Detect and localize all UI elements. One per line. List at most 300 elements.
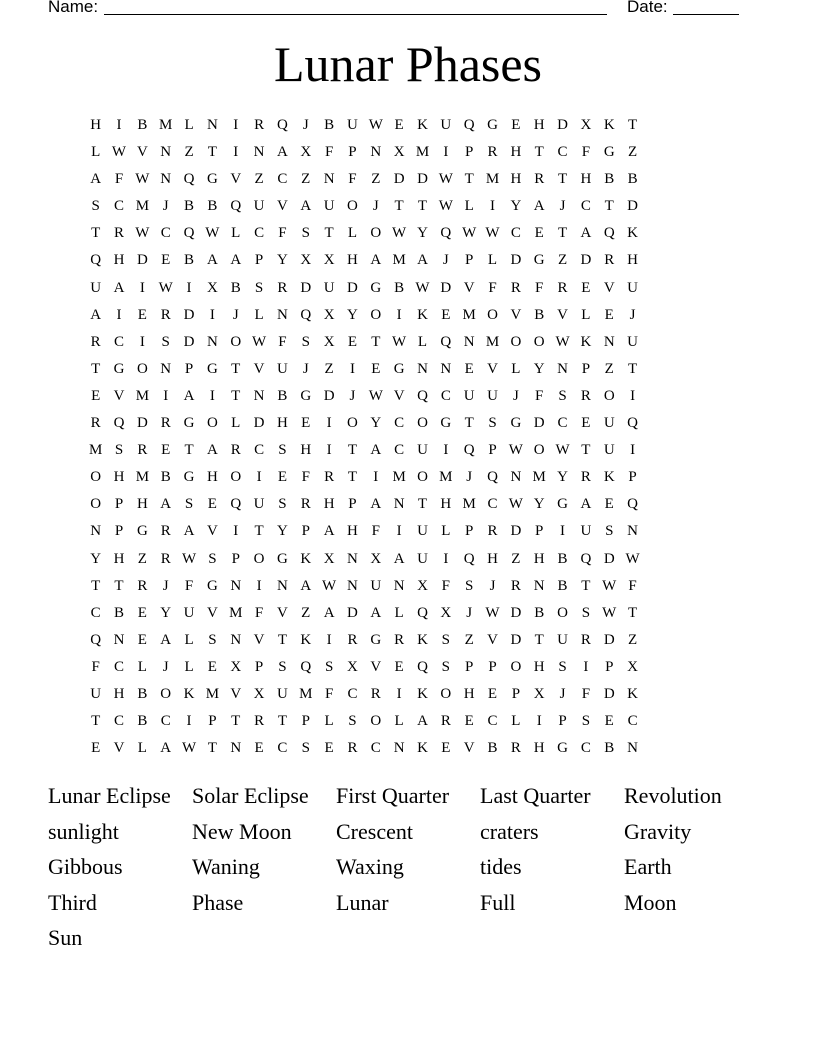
grid-cell: Z (254, 171, 264, 188)
grid-cell: B (277, 387, 288, 404)
grid-cell: Q (230, 496, 242, 513)
grid-cell: P (254, 252, 264, 269)
grid-cell: X (206, 279, 218, 296)
grid-cell: P (535, 523, 544, 540)
grid-cell: J (442, 252, 449, 269)
grid-cell: V (206, 604, 218, 621)
grid-cell: L (137, 740, 147, 757)
grid-cell: C (580, 198, 591, 215)
grid-cell: C (394, 442, 405, 459)
grid-cell: M (135, 387, 150, 404)
grid-cell: R (580, 631, 591, 648)
word-bank-item: First Quarter (336, 783, 450, 808)
grid-cell: U (417, 523, 428, 540)
grid-cell: W (251, 333, 267, 350)
grid-cell: H (113, 469, 125, 486)
grid-cell: J (512, 387, 519, 404)
grid-cell: C (510, 225, 521, 242)
grid-row (84, 683, 644, 710)
grid-cell: A (160, 631, 172, 648)
grid-row (84, 249, 644, 276)
grid-cell: T (627, 117, 638, 133)
grid-cell: I (116, 306, 122, 323)
grid-cell: B (184, 198, 195, 215)
grid-cell: O (417, 469, 428, 486)
grid-row (84, 710, 644, 737)
grid-cell: B (160, 469, 171, 486)
grid-cell: W (555, 333, 570, 350)
grid-cell: R (137, 442, 148, 459)
grid-cell: E (161, 442, 171, 459)
grid-cell: E (581, 415, 591, 432)
grid-cell: M (392, 469, 406, 486)
grid-cell: L (231, 415, 241, 432)
grid-cell: I (256, 577, 262, 594)
grid-cell: V (136, 144, 148, 161)
grid-cell: X (300, 144, 312, 161)
grid-cell: E (464, 360, 474, 377)
grid-cell: I (233, 523, 239, 540)
grid-cell: R (487, 523, 498, 540)
grid-cell: H (323, 496, 335, 513)
grid-cell: A (323, 523, 335, 540)
grid-cell: I (139, 333, 145, 350)
grid-cell: Q (463, 550, 475, 567)
grid-row (84, 358, 644, 385)
grid-cell: F (114, 171, 124, 188)
grid-cell: R (300, 496, 311, 513)
grid-cell: P (254, 658, 264, 675)
grid-cell: T (184, 442, 194, 459)
grid-cell: X (440, 604, 452, 621)
grid-cell: S (278, 496, 287, 513)
grid-row (84, 114, 644, 141)
grid-cell: D (183, 306, 195, 323)
grid-cell: T (581, 442, 591, 459)
grid-cell: E (464, 713, 474, 730)
grid-cell: N (557, 360, 568, 377)
grid-cell: I (443, 550, 449, 567)
grid-cell: N (277, 577, 288, 594)
grid-cell: A (580, 225, 592, 242)
grid-row (84, 439, 644, 466)
grid-cell: O (90, 496, 102, 513)
word-bank-item: Waxing (336, 854, 404, 880)
grid-cell: D (347, 604, 358, 621)
grid-cell: S (278, 442, 287, 459)
grid-cell: D (253, 415, 265, 432)
grid-cell: R (90, 333, 101, 350)
grid-cell: E (137, 306, 147, 323)
grid-cell: Q (230, 198, 242, 215)
grid-cell: A (183, 523, 195, 540)
grid-cell: T (231, 387, 241, 404)
grid-cell: K (603, 469, 615, 486)
grid-cell: O (533, 442, 545, 459)
word-bank-item: Sun (48, 925, 83, 951)
grid-cell: A (580, 496, 592, 513)
grid-cell: Y (510, 198, 522, 215)
grid-cell: N (603, 333, 615, 350)
grid-cell: A (370, 604, 382, 621)
grid-cell: S (324, 658, 334, 675)
grid-cell: A (183, 387, 195, 404)
grid-cell: I (396, 523, 402, 540)
grid-cell: T (417, 496, 428, 513)
grid-cell: K (417, 117, 428, 133)
grid-cell: T (114, 577, 124, 594)
grid-cell: J (349, 387, 356, 404)
grid-cell: G (557, 740, 568, 757)
grid-cell: A (417, 252, 428, 269)
grid-cell: R (510, 577, 521, 594)
grid-cell: A (370, 252, 382, 269)
grid-cell: Y (370, 415, 382, 432)
grid-cell: N (627, 523, 638, 540)
grid-cell: V (603, 279, 615, 296)
grid-cell: W (158, 279, 173, 296)
grid-cell: T (231, 360, 241, 377)
grid-cell: J (559, 198, 566, 215)
grid-row (84, 493, 644, 520)
grid-cell: C (627, 713, 638, 730)
grid-cell: F (628, 577, 637, 594)
grid-cell: L (511, 713, 521, 730)
grid-cell: E (581, 279, 591, 296)
grid-cell: M (299, 685, 313, 702)
grid-cell: S (301, 333, 310, 350)
grid-cell: X (300, 252, 312, 269)
grid-cell: B (137, 117, 148, 133)
grid-cell: M (415, 144, 430, 161)
grid-cell: R (254, 117, 265, 133)
grid-cell: M (485, 171, 500, 188)
grid-cell: D (603, 631, 615, 648)
grid-cell: W (135, 171, 150, 188)
grid-cell: E (161, 252, 171, 269)
grid-cell: Z (627, 144, 638, 161)
grid-cell: F (348, 171, 357, 188)
grid-cell: C (277, 740, 288, 757)
grid-cell: I (630, 387, 636, 404)
grid-cell: P (488, 442, 497, 459)
grid-cell: N (206, 117, 218, 133)
grid-cell: C (557, 144, 568, 161)
grid-cell: N (90, 523, 102, 540)
grid-cell: C (114, 713, 125, 730)
grid-cell: U (463, 387, 475, 404)
grid-cell: R (230, 442, 241, 459)
grid-cell: S (208, 631, 217, 648)
grid-cell: G (533, 252, 545, 269)
grid-cell: B (534, 604, 545, 621)
grid-cell: L (394, 713, 404, 730)
grid-cell: W (485, 225, 500, 242)
grid-cell: B (137, 713, 148, 730)
grid-cell: O (510, 333, 522, 350)
grid-cell: K (300, 631, 312, 648)
grid-cell: P (628, 469, 637, 486)
grid-cell: N (230, 740, 242, 757)
grid-cell: P (581, 360, 591, 377)
grid-cell: W (602, 577, 617, 594)
grid-cell: U (417, 550, 428, 567)
grid-cell: L (91, 144, 101, 161)
grid-cell: O (370, 306, 382, 323)
grid-cell: R (160, 306, 171, 323)
grid-cell: Y (417, 225, 428, 242)
grid-cell: T (627, 360, 638, 377)
grid-cell: O (347, 198, 358, 215)
grid-cell: N (347, 577, 358, 594)
grid-cell: J (559, 685, 566, 702)
grid-cell: E (301, 415, 311, 432)
grid-cell: R (347, 740, 358, 757)
grid-cell: S (441, 631, 450, 648)
grid-cell: I (326, 442, 332, 459)
grid-cell: U (323, 279, 335, 296)
grid-cell: R (534, 171, 545, 188)
grid-cell: U (277, 360, 288, 377)
grid-cell: Z (301, 171, 311, 188)
grid-cell: A (90, 171, 102, 188)
grid-cell: J (489, 577, 496, 594)
grid-cell: T (347, 469, 358, 486)
grid-cell: T (91, 360, 101, 377)
grid-cell: D (603, 550, 615, 567)
grid-cell: E (91, 387, 101, 404)
grid-row (84, 331, 644, 358)
grid-cell: G (557, 496, 568, 513)
grid-cell: R (487, 144, 498, 161)
grid-cell: R (604, 252, 615, 269)
grid-cell: M (532, 469, 546, 486)
date-line (673, 14, 739, 15)
grid-cell: I (443, 442, 449, 459)
grid-cell: S (301, 225, 310, 242)
grid-cell: D (393, 171, 405, 188)
grid-cell: H (510, 144, 522, 161)
grid-cell: U (603, 442, 615, 459)
grid-row (84, 575, 644, 602)
grid-cell: J (372, 198, 379, 215)
grid-cell: R (160, 523, 171, 540)
grid-row (84, 195, 644, 222)
grid-cell: O (557, 604, 568, 621)
grid-cell: N (627, 740, 638, 757)
grid-cell: J (629, 306, 636, 323)
grid-cell: K (417, 306, 428, 323)
grid-row (84, 466, 644, 493)
grid-cell: S (581, 604, 591, 621)
grid-cell: O (510, 658, 522, 675)
grid-cell: C (254, 225, 265, 242)
grid-cell: H (533, 117, 545, 133)
grid-cell: N (440, 360, 452, 377)
word-bank-item: Crescent (336, 818, 413, 844)
grid-cell: E (604, 713, 614, 730)
grid-cell: I (396, 306, 402, 323)
grid-cell: G (487, 117, 498, 133)
grid-cell: B (184, 252, 195, 269)
grid-cell: W (181, 550, 197, 567)
grid-cell: K (603, 117, 615, 133)
grid-cell: A (90, 306, 102, 323)
word-bank-item: Gravity (624, 818, 692, 844)
grid-cell: E (137, 604, 147, 621)
grid-cell: U (580, 523, 592, 540)
grid-cell: R (557, 279, 568, 296)
grid-cell: V (463, 740, 475, 757)
grid-cell: C (160, 713, 171, 730)
grid-cell: F (324, 685, 334, 702)
grid-cell: P (465, 658, 474, 675)
grid-cell: G (370, 279, 382, 296)
grid-cell: Q (90, 252, 102, 269)
grid-cell: V (206, 523, 218, 540)
grid-cell: Q (277, 117, 288, 133)
grid-cell: L (464, 198, 474, 215)
grid-cell: S (278, 658, 287, 675)
grid-cell: F (535, 279, 544, 296)
grid-cell: W (135, 225, 150, 242)
grid-cell: G (206, 577, 218, 594)
grid-cell: D (510, 252, 522, 269)
grid-cell: I (630, 442, 636, 459)
grid-cell: O (160, 685, 172, 702)
grid-cell: E (347, 333, 358, 350)
grid-cell: T (417, 198, 428, 215)
grid-cell: K (417, 685, 428, 702)
grid-cell: T (371, 333, 381, 350)
grid-cell: Y (90, 550, 102, 567)
grid-cell: H (136, 496, 148, 513)
grid-cell: O (136, 360, 148, 377)
grid-cell: F (581, 144, 591, 161)
grid-cell: B (394, 279, 405, 296)
grid-cell: S (558, 387, 567, 404)
grid-cell: N (230, 577, 242, 594)
grid-cell: T (464, 171, 474, 188)
grid-cell: L (184, 631, 194, 648)
grid-cell: Q (417, 387, 428, 404)
grid-cell: Q (580, 550, 592, 567)
grid-cell: A (417, 713, 428, 730)
grid-cell: F (488, 279, 497, 296)
grid-row (84, 277, 644, 304)
grid-cell: O (487, 306, 498, 323)
grid-cell: Q (90, 631, 102, 648)
grid-cell: J (466, 604, 473, 621)
grid-cell: Y (160, 604, 172, 621)
grid-cell: U (370, 577, 382, 594)
grid-cell: W (322, 577, 337, 594)
grid-cell: M (439, 469, 453, 486)
grid-cell: A (300, 577, 312, 594)
grid-cell: Z (604, 360, 614, 377)
grid-row (84, 602, 644, 629)
grid-cell: I (139, 279, 145, 296)
grid-cell: G (113, 360, 125, 377)
grid-cell: U (347, 117, 358, 133)
grid-cell: T (581, 577, 591, 594)
grid-cell: I (209, 306, 215, 323)
grid-cell: I (326, 631, 332, 648)
grid-cell: X (417, 577, 428, 594)
grid-cell: O (440, 685, 452, 702)
grid-cell: N (347, 550, 358, 567)
grid-cell: X (393, 144, 405, 161)
grid-cell: D (323, 387, 335, 404)
word-bank-item: Full (480, 889, 516, 915)
grid-cell: X (323, 550, 335, 567)
grid-cell: H (113, 252, 125, 269)
grid-cell: G (300, 387, 312, 404)
grid-cell: D (580, 252, 592, 269)
grid-cell: T (394, 198, 404, 215)
grid-row (84, 737, 644, 764)
grid-row (84, 656, 644, 683)
grid-cell: I (536, 713, 542, 730)
grid-cell: R (324, 469, 335, 486)
grid-cell: C (90, 604, 101, 621)
grid-cell: R (90, 415, 101, 432)
grid-cell: Q (183, 225, 195, 242)
grid-cell: S (161, 333, 170, 350)
grid-cell: R (580, 387, 591, 404)
grid-cell: E (441, 306, 451, 323)
word-bank-item: craters (480, 818, 539, 844)
grid-cell: Z (557, 252, 568, 269)
grid-cell: L (441, 523, 451, 540)
grid-cell: W (625, 550, 640, 567)
word-bank-item: Solar Eclipse (192, 783, 309, 808)
grid-cell: N (253, 144, 265, 161)
grid-cell: E (511, 117, 521, 133)
grid-cell: I (396, 685, 402, 702)
grid-cell: K (580, 333, 592, 350)
grid-cell: W (415, 279, 430, 296)
grid-cell: T (277, 631, 287, 648)
grid-cell: C (254, 442, 265, 459)
grid-cell: J (232, 306, 239, 323)
grid-cell: W (368, 117, 383, 133)
grid-cell: N (323, 171, 335, 188)
word-bank-item: New Moon (192, 818, 292, 844)
word-bank-item: Third (48, 889, 97, 915)
grid-cell: E (394, 658, 404, 675)
grid-cell: B (604, 171, 615, 188)
grid-cell: F (324, 144, 334, 161)
grid-cell: J (162, 658, 169, 675)
grid-cell: X (370, 550, 382, 567)
grid-cell: L (184, 658, 194, 675)
grid-cell: E (371, 360, 381, 377)
grid-cell: B (207, 198, 218, 215)
grid-cell: H (487, 550, 498, 567)
grid-cell: O (370, 713, 382, 730)
grid-cell: B (604, 740, 615, 757)
grid-cell: I (209, 387, 215, 404)
grid-cell: W (508, 496, 523, 513)
grid-cell: L (487, 252, 498, 269)
grid-cell: N (393, 496, 405, 513)
grid-cell: X (580, 117, 592, 133)
grid-cell: R (277, 279, 288, 296)
grid-cell: A (230, 252, 242, 269)
grid-cell: C (277, 171, 288, 188)
grid-cell: V (510, 306, 522, 323)
